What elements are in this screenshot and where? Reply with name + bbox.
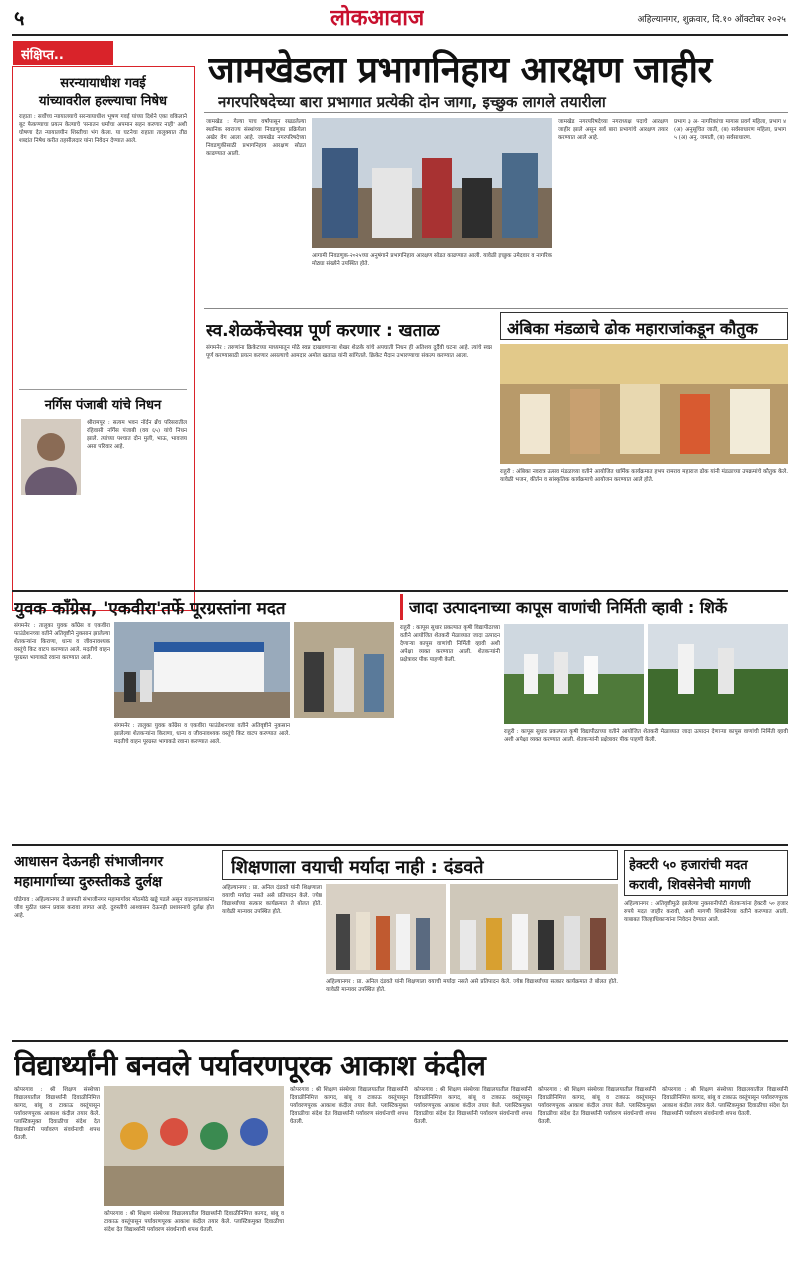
sidebar-story1-headline-1: सरन्यायाधीश गवई [60, 76, 146, 91]
youth-headline: युवक काँग्रेस, 'एकवीरा'तर्फे पूरग्रस्तांना मदत [14, 599, 286, 619]
lantern-text-2: कोपरगाव : श्री शिक्षण संस्थेच्या विद्यालयातील विद्यार्थ्यांनी दिवाळीनिमित्त कागद, बांबू व टाकाऊ वस्तूंपासून पर्यावरणपूरक आकाश कंदील तयार केले. प्लास्टिकमुक्त दिवाळीचा संदेश देत विद्यार्थ्यांनी पर्यावरण संवर्धनाची शपथ घेतली. [104, 1211, 284, 1233]
youth-rule-top [12, 590, 788, 592]
ambika-headline: अंबिका मंडळाचे ढोक महाराजांकडून कौतुक [507, 319, 758, 338]
ambika-headline-bar [500, 312, 788, 340]
lead-text-col1: जामखेड : गेल्या पाच वर्षांपासून रखडलेल्या स्थानिक स्वराज्य संस्थांच्या निवडणुका प्रक्रियेला अखेर वेग आला आहे. जामखेड नगरपरिषदेच्या निवडणुकीसाठी प्रभागनिहाय आरक्षण सोडत काढण्यात आली. [206, 119, 306, 157]
lead-text-col3: जामखेड नगरपरिषदेच्या नगराध्यक्ष पदाचे आरक्षण जाहीर झाले असून सर्व बारा प्रभागांचे आरक्षण तयार करण्यात आले आहे. [558, 119, 668, 141]
cotton-photo-1 [504, 624, 644, 724]
cotton-text: राहुरी : कापूस सुधार प्रकल्पात कृषी विद्यापीठाच्या वतीने आयोजित शेतकरी मेळाव्यात जादा उत्पादन देणाऱ्या कापूस वाणांची निर्मिती व्हावी अशी अपेक्षा व्यक्त करण्यात आली. शेतकऱ्यांनी प्रक्षेत्रावर पीक पाहणी केली. [400, 625, 500, 663]
ambika-text: राहुरी : अंबिका नवरात्र उत्सव मंडळाच्या वतीने आयोजित धार्मिक कार्यक्रमात हभप रामराव महाराज ढोक यांनी मंडळाच्या उपक्रमांचे कौतुक केले. यावेळी भजन, कीर्तन व सांस्कृतिक कार्यक्रमाचे आयोजन करण्यात आले होते. [500, 469, 788, 483]
sidebar-divider [19, 389, 187, 390]
youth-photo-2 [294, 622, 394, 718]
page-number: ५ [14, 6, 25, 30]
dateline: अहिल्यानगर, शुक्रवार, दि.१० ऑक्टोबर २०२५ [637, 15, 786, 25]
road-text: घोडेगाव : अहिल्यानगर ते छत्रपती संभाजीनगर महामार्गावर मोठमोठे खड्डे पडले असून वाहनचालकांना जीव मुठीत धरून प्रवास करावा लागत आहे. दुरुस्तीचे आश्वासन देऊनही प्रशासनाचे दुर्लक्ष होत आहे. [14, 897, 214, 919]
lantern-text-1: कोपरगाव : श्री शिक्षण संस्थेच्या विद्यालयातील विद्यार्थ्यांनी दिवाळीनिमित्त कागद, बांबू व टाकाऊ वस्तूंपासून पर्यावरणपूरक आकाश कंदील तयार केले. प्लास्टिकमुक्त दिवाळीचा संदेश देत विद्यार्थ्यांनी पर्यावरण संवर्धनाची शपथ घेतली. [14, 1087, 100, 1141]
khatal-text: संगमनेर : तरुणांना क्रिकेटच्या माध्यमातून मोठे स्वप्न दाखवणाऱ्या शेखर शेळके यांचे अपघाती निधन ही अतिशय दुर्दैवी घटना आहे. त्यांचे स्वप्न पूर्ण करण्यासाठी प्रयत्न करणार असल्याचे आमदार अमोल खताळ यांनी सांगितले. क्रिकेट मैदान उभारण्याचा संकल्प करण्यात आला. [206, 345, 492, 359]
lead-subheadline: नगरपरिषदेच्या बारा प्रभागात प्रत्येकी दोन जागा, इच्छुक लागले तयारीला [218, 93, 606, 111]
sidebar-story1-text: राहाता : सर्वोच्च न्यायालयाचे सरन्यायाधीश भूषण गवई यांच्या दिशेने एका वकिलाने बूट फेकण्याचा प्रयत्न केल्याचे 'सनातन धर्माचा अपमान सहन करणार नाही' अशी घोषणा देत न्यायालयीन शिस्तीचा भंग केला. या घटनेचा राहाता तालुक्यात तीव्र शब्दांत निषेध करीत तहसीलदार यांना निवेदन देण्यात आले. [19, 114, 187, 144]
cotton-headline-bar [400, 594, 788, 620]
road-headline-2: महामार्गाच्या दुरुस्तीकडे दुर्लक्ष [14, 874, 163, 890]
education-headline-bar [222, 850, 618, 880]
khatal-headline: स्व.शेळकेंचेस्वप्न पूर्ण करणार : खताळ [206, 321, 440, 341]
ambika-photo [500, 344, 788, 464]
youth-text: संगमनेर : तालुका युवक काँग्रेस व एकवीरा फाउंडेशनच्या वतीने अतिवृष्टीने नुकसान झालेल्या शेतकऱ्यांना किराणा, धान्य व जीवनावश्यक वस्तूंचे किट वाटप करण्यात आले. मदतीचे वाहन पूरग्रस्त भागाकडे रवाना करण्यात आले. [14, 623, 110, 661]
demand-headline-1: हेक्टरी ५० हजारांची मदत [629, 858, 748, 873]
youth-photo [114, 622, 290, 718]
education-headline: शिक्षणाला वयाची मर्यादा नाही : दंडवते [231, 857, 484, 878]
lead-headline: जामखेडला प्रभागनिहाय आरक्षण जाहीर [208, 50, 712, 91]
road-rule-top [12, 844, 788, 846]
demand-headline-2: करावी, शिवसेनेची मागणी [629, 878, 751, 893]
education-photo-2 [450, 884, 618, 974]
sidebar-story1-headline-2: यांच्यावरील हल्ल्याचा निषेध [38, 94, 168, 109]
sidebar-story2-headline: नर्गिस पंजाबी यांचे निधन [44, 398, 162, 413]
education-text-b: अहिल्यानगर : प्रा. अनिल दंडवते यांनी शिक्षणाला वयाची मर्यादा नसते असे प्रतिपादन केले. ज्येष्ठ विद्यार्थ्यांच्या सत्कार कार्यक्रमात ते बोलत होते. यावेळी मान्यवर उपस्थित होते. [326, 979, 618, 993]
lead-text-col2: आगामी निवडणुक-२०२५च्या अनुषंगाने प्रभागनिहाय आरक्षण सोडत काढण्यात आली. यावेळी इच्छुक उमेदवार व नागरिक मोठ्या संख्येने उपस्थित होते. [312, 253, 552, 267]
lantern-text-4: कोपरगाव : श्री शिक्षण संस्थेच्या विद्यालयातील विद्यार्थ्यांनी दिवाळीनिमित्त कागद, बांबू व टाकाऊ वस्तूंपासून पर्यावरणपूरक आकाश कंदील तयार केले. प्लास्टिकमुक्त दिवाळीचा संदेश देत विद्यार्थ्यांनी पर्यावरण संवर्धनाची शपथ घेतली. [414, 1087, 532, 1125]
sidebar-label-bar [13, 41, 113, 65]
cotton-photo-2 [648, 624, 788, 724]
education-text: अहिल्यानगर : प्रा. अनिल दंडवते यांनी शिक्षणाला वयाची मर्यादा नसते असे प्रतिपादन केले. ज्येष्ठ विद्यार्थ्यांच्या सत्कार कार्यक्रमात ते बोलत होते. यावेळी मान्यवर उपस्थित होते. [222, 885, 322, 915]
lantern-text-3: कोपरगाव : श्री शिक्षण संस्थेच्या विद्यालयातील विद्यार्थ्यांनी दिवाळीनिमित्त कागद, बांबू व टाकाऊ वस्तूंपासून पर्यावरणपूरक आकाश कंदील तयार केले. प्लास्टिकमुक्त दिवाळीचा संदेश देत विद्यार्थ्यांनी पर्यावरण संवर्धनाची शपथ घेतली. [290, 1087, 408, 1125]
lead-text-col4: प्रभाग ३ अ- नागरिकांचा मागास प्रवर्ग महिला, प्रभाग ४ (अ) अनुसूचित जाती, (ब) सर्वसाधारण महिला, प्रभाग ५ (अ) अनु. जमाती, (ब) सर्वसाधारण. [674, 119, 786, 141]
demand-box [624, 850, 788, 896]
portrait-photo [21, 419, 81, 495]
brand-logo: लोकआवाज [330, 5, 425, 31]
masthead [0, 0, 800, 38]
sidebar-box [12, 48, 195, 611]
lantern-text-5: कोपरगाव : श्री शिक्षण संस्थेच्या विद्यालयातील विद्यार्थ्यांनी दिवाळीनिमित्त कागद, बांबू व टाकाऊ वस्तूंपासून पर्यावरणपूरक आकाश कंदील तयार केले. प्लास्टिकमुक्त दिवाळीचा संदेश देत विद्यार्थ्यांनी पर्यावरण संवर्धनाची शपथ घेतली. [538, 1087, 656, 1125]
lantern-rule-top [12, 1040, 788, 1042]
lantern-text-6: कोपरगाव : श्री शिक्षण संस्थेच्या विद्यालयातील विद्यार्थ्यांनी दिवाळीनिमित्त कागद, बांबू व टाकाऊ वस्तूंपासून पर्यावरणपूरक आकाश कंदील तयार केले. प्लास्टिकमुक्त दिवाळीचा संदेश देत विद्यार्थ्यांनी पर्यावरण संवर्धनाची शपथ घेतली. [662, 1087, 788, 1117]
masthead-rule [12, 34, 788, 36]
road-headline-1: आधासन देऊनही संभाजीनगर [14, 854, 164, 870]
lead-photo [312, 118, 552, 248]
lantern-photo-1 [104, 1086, 284, 1206]
lead-rule [204, 112, 788, 113]
youth-text-b: संगमनेर : तालुका युवक काँग्रेस व एकवीरा फाउंडेशनच्या वतीने अतिवृष्टीने नुकसान झालेल्या शेतकऱ्यांना किराणा, धान्य व जीवनावश्यक वस्तूंचे किट वाटप करण्यात आले. मदतीचे वाहन पूरग्रस्त भागाकडे रवाना करण्यात आले. [114, 723, 290, 745]
cotton-headline: जादा उत्पादनाच्या कापूस वाणांची निर्मिती व्हावी : शिर्के [409, 598, 728, 617]
sidebar-story2-text: श्रीरामपूर : सत्यम भवन नॉर्दन ब्रँच परिसरातील रहिवासी नर्गिस पंजाबी (वय ६५) यांचे निधन झाले. त्यांच्या पश्चात दोन मुली, भाऊ, भावजय असा परिवार आहे. [87, 420, 187, 450]
lantern-headline: विद्यार्थ्यांनी बनवले पर्यावरणपूरक आकाश कंदील [14, 1049, 486, 1082]
khatal-rule-top [204, 308, 788, 309]
demand-text: अहिल्यानगर : अतिवृष्टीमुळे झालेल्या नुकसानीपोटी शेतकऱ्यांना हेक्टरी ५० हजार रुपये मदत जाहीर करावी, अशी मागणी शिवसेनेच्या वतीने करण्यात आली. याबाबत जिल्हाधिकाऱ्यांना निवेदन देण्यात आले. [624, 901, 788, 923]
education-photo-1 [326, 884, 446, 974]
sidebar-label: संक्षिप्त.. [21, 48, 64, 63]
cotton-text-b: राहुरी : कापूस सुधार प्रकल्पात कृषी विद्यापीठाच्या वतीने आयोजित शेतकरी मेळाव्यात जादा उत्पादन देणाऱ्या कापूस वाणांची निर्मिती व्हावी अशी अपेक्षा व्यक्त करण्यात आली. शेतकऱ्यांनी प्रक्षेत्रावर पीक पाहणी केली. [504, 729, 788, 743]
